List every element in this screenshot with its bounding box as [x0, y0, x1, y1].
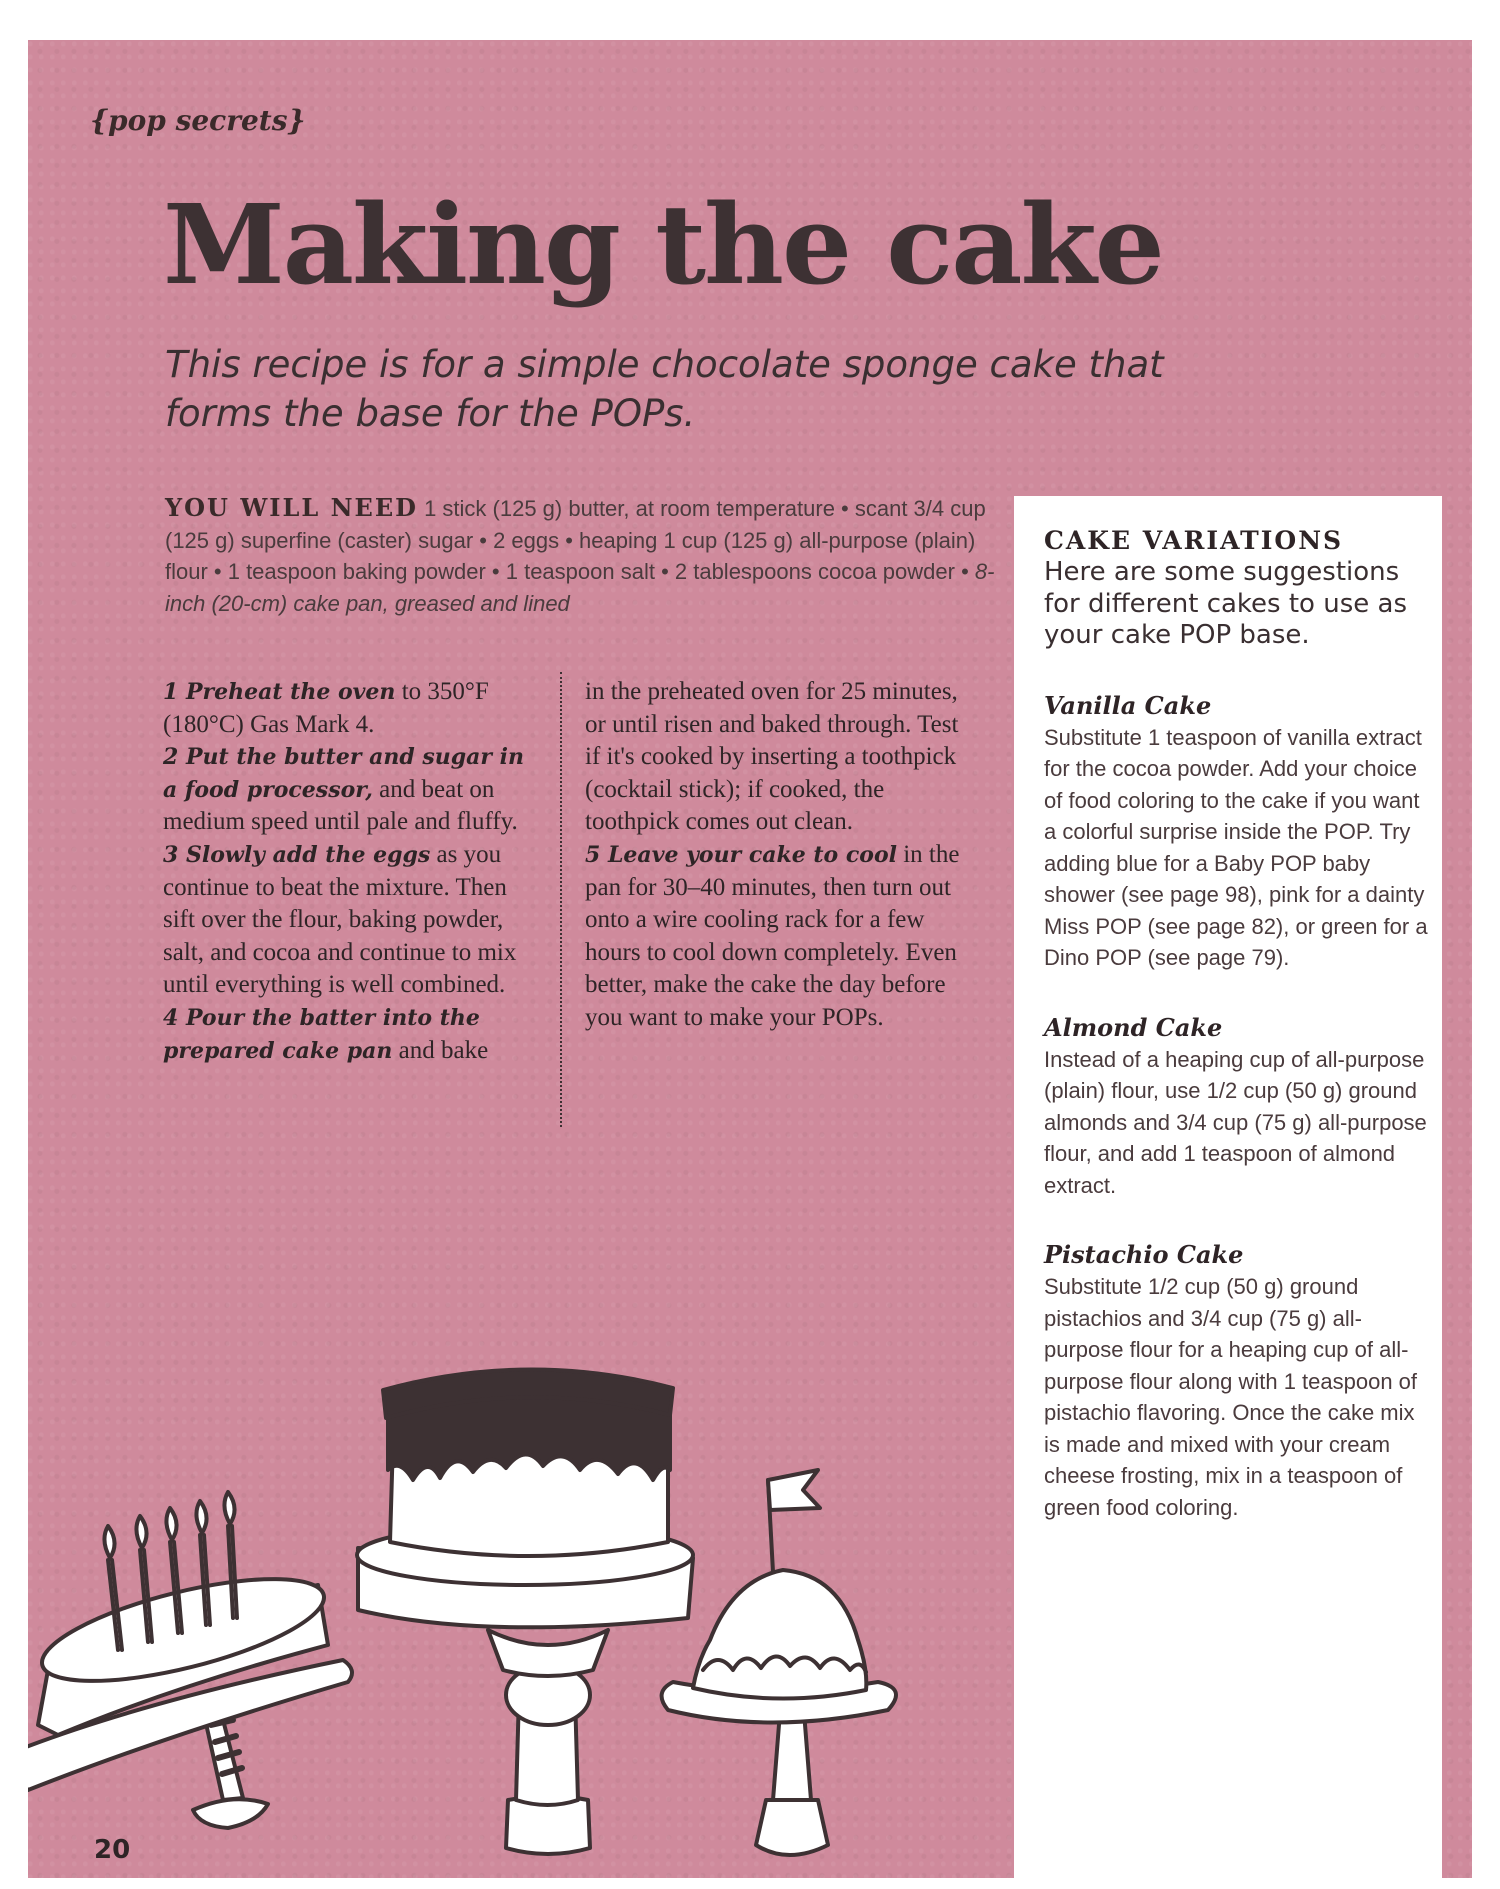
method-column-left [163, 676, 543, 1067]
sidebar-title: CAKE VARIATIONS [1044, 526, 1344, 555]
page-subtitle: This recipe is for a simple chocolate sponge cake that forms the base for the POPs. [165, 343, 1164, 435]
variation-pistachio [1044, 1239, 1429, 1523]
page-number: 20 [94, 1835, 131, 1865]
step-3 [163, 839, 543, 1002]
chocolate-layer-cake-on-stand-icon [357, 1369, 693, 1854]
step-4 [163, 1002, 543, 1067]
ingredients-label: YOU WILL NEED [165, 493, 418, 522]
variation-title: Vanilla Cake [1044, 690, 1212, 720]
step-5 [585, 839, 975, 1035]
step-1-heading: 1 Preheat the oven [163, 679, 396, 705]
step-2 [163, 741, 543, 839]
page-title: Making the cake [163, 180, 1163, 309]
step-4-heading: 4 Pour the batter into the prepared cake pan [163, 1004, 480, 1064]
step-4-continued: in the preheated oven for 25 minutes, or until risen and baked through. Test if it's cooked by inserting a toothpick (cocktail stick); if cooked, the toothpick comes out clean. [585, 678, 959, 836]
method-column-right [585, 676, 975, 1035]
birthday-cake-on-stand-icon [28, 1492, 352, 1828]
step-3-heading: 3 Slowly add the eggs [163, 841, 431, 868]
step-2-text: and beat on medium speed until pale and fluffy. [163, 775, 518, 836]
variation-body: Substitute 1/2 cup (50 g) ground pistachios and 3/4 cup (75 g) all-purpose flour for a heaping cup of all-purpose flour along with 1 teaspoon of pistachio flavoring. Once the cake mix is made and mixed with your cream cheese frosting, mix in a teaspoon of green food coloring. [1044, 1274, 1418, 1520]
step-1 [163, 676, 543, 741]
variation-vanilla [1044, 690, 1429, 974]
variation-body: Instead of a heaping cup of all-purpose (plain) flour, use 1/2 cup (50 g) ground almonds and 3/4 cup (75 g) all-purpose flour, and add 1 teaspoon of almond extract. [1044, 1046, 1427, 1198]
page-background [28, 40, 1472, 1878]
step-1-text: to 350°F (180°C) Gas Mark 4. [163, 678, 489, 738]
step-5-heading: 5 Leave your cake to cool [585, 841, 897, 868]
section-tag: {pop secrets} [90, 104, 306, 137]
step-5-text: in the pan for 30–40 minutes, then turn out onto a wire cooling rack for a few hours to cool down completely. Even better, make the cake the day before you want to make your POPs. [585, 840, 960, 1031]
step-2-heading: 2 Put the butter and sugar in a food processor, [163, 744, 525, 803]
sidebar-intro: Here are some suggestions for different cakes to use as your cake POP base. [1044, 557, 1407, 650]
step-3-text: as you continue to beat the mixture. Then sift over the flour, baking powder, salt, and cocoa and continue to mix until everything is well combined. [163, 840, 517, 999]
variation-title: Pistachio Cake [1044, 1240, 1244, 1269]
column-divider [560, 672, 562, 1127]
variation-title: Almond Cake [1044, 1012, 1223, 1042]
ingredients-list [165, 492, 995, 619]
cakes-illustration [28, 1330, 988, 1878]
dome-cake-with-flag-icon [662, 1470, 896, 1855]
ingredients-items: 1 stick (125 g) butter, at room temperature • scant 3/4 cup (125 g) superfine (caster) sugar • 2 eggs • heaping 1 cup (125 g) all-purpose (plain) flour • 1 teaspoon baking powder • 1 teaspoon salt • 2 tablespoons cocoa powder • [165, 496, 986, 584]
variation-body: Substitute 1 teaspoon of vanilla extract for the cocoa powder. Add your choice of food coloring to the cake if you want a colorful surprise inside the POP. Try adding blue for a Baby POP baby shower (see page 98), pink for a dainty Miss POP (see page 82), or green for a Dino POP (see page 79). [1044, 724, 1428, 970]
equipment-text: 8-inch (20-cm) cake pan, greased and lined [165, 559, 995, 616]
variation-almond [1044, 1012, 1429, 1202]
cake-variations-sidebar [1014, 496, 1442, 1889]
step-4-text: and bake [398, 1036, 489, 1064]
